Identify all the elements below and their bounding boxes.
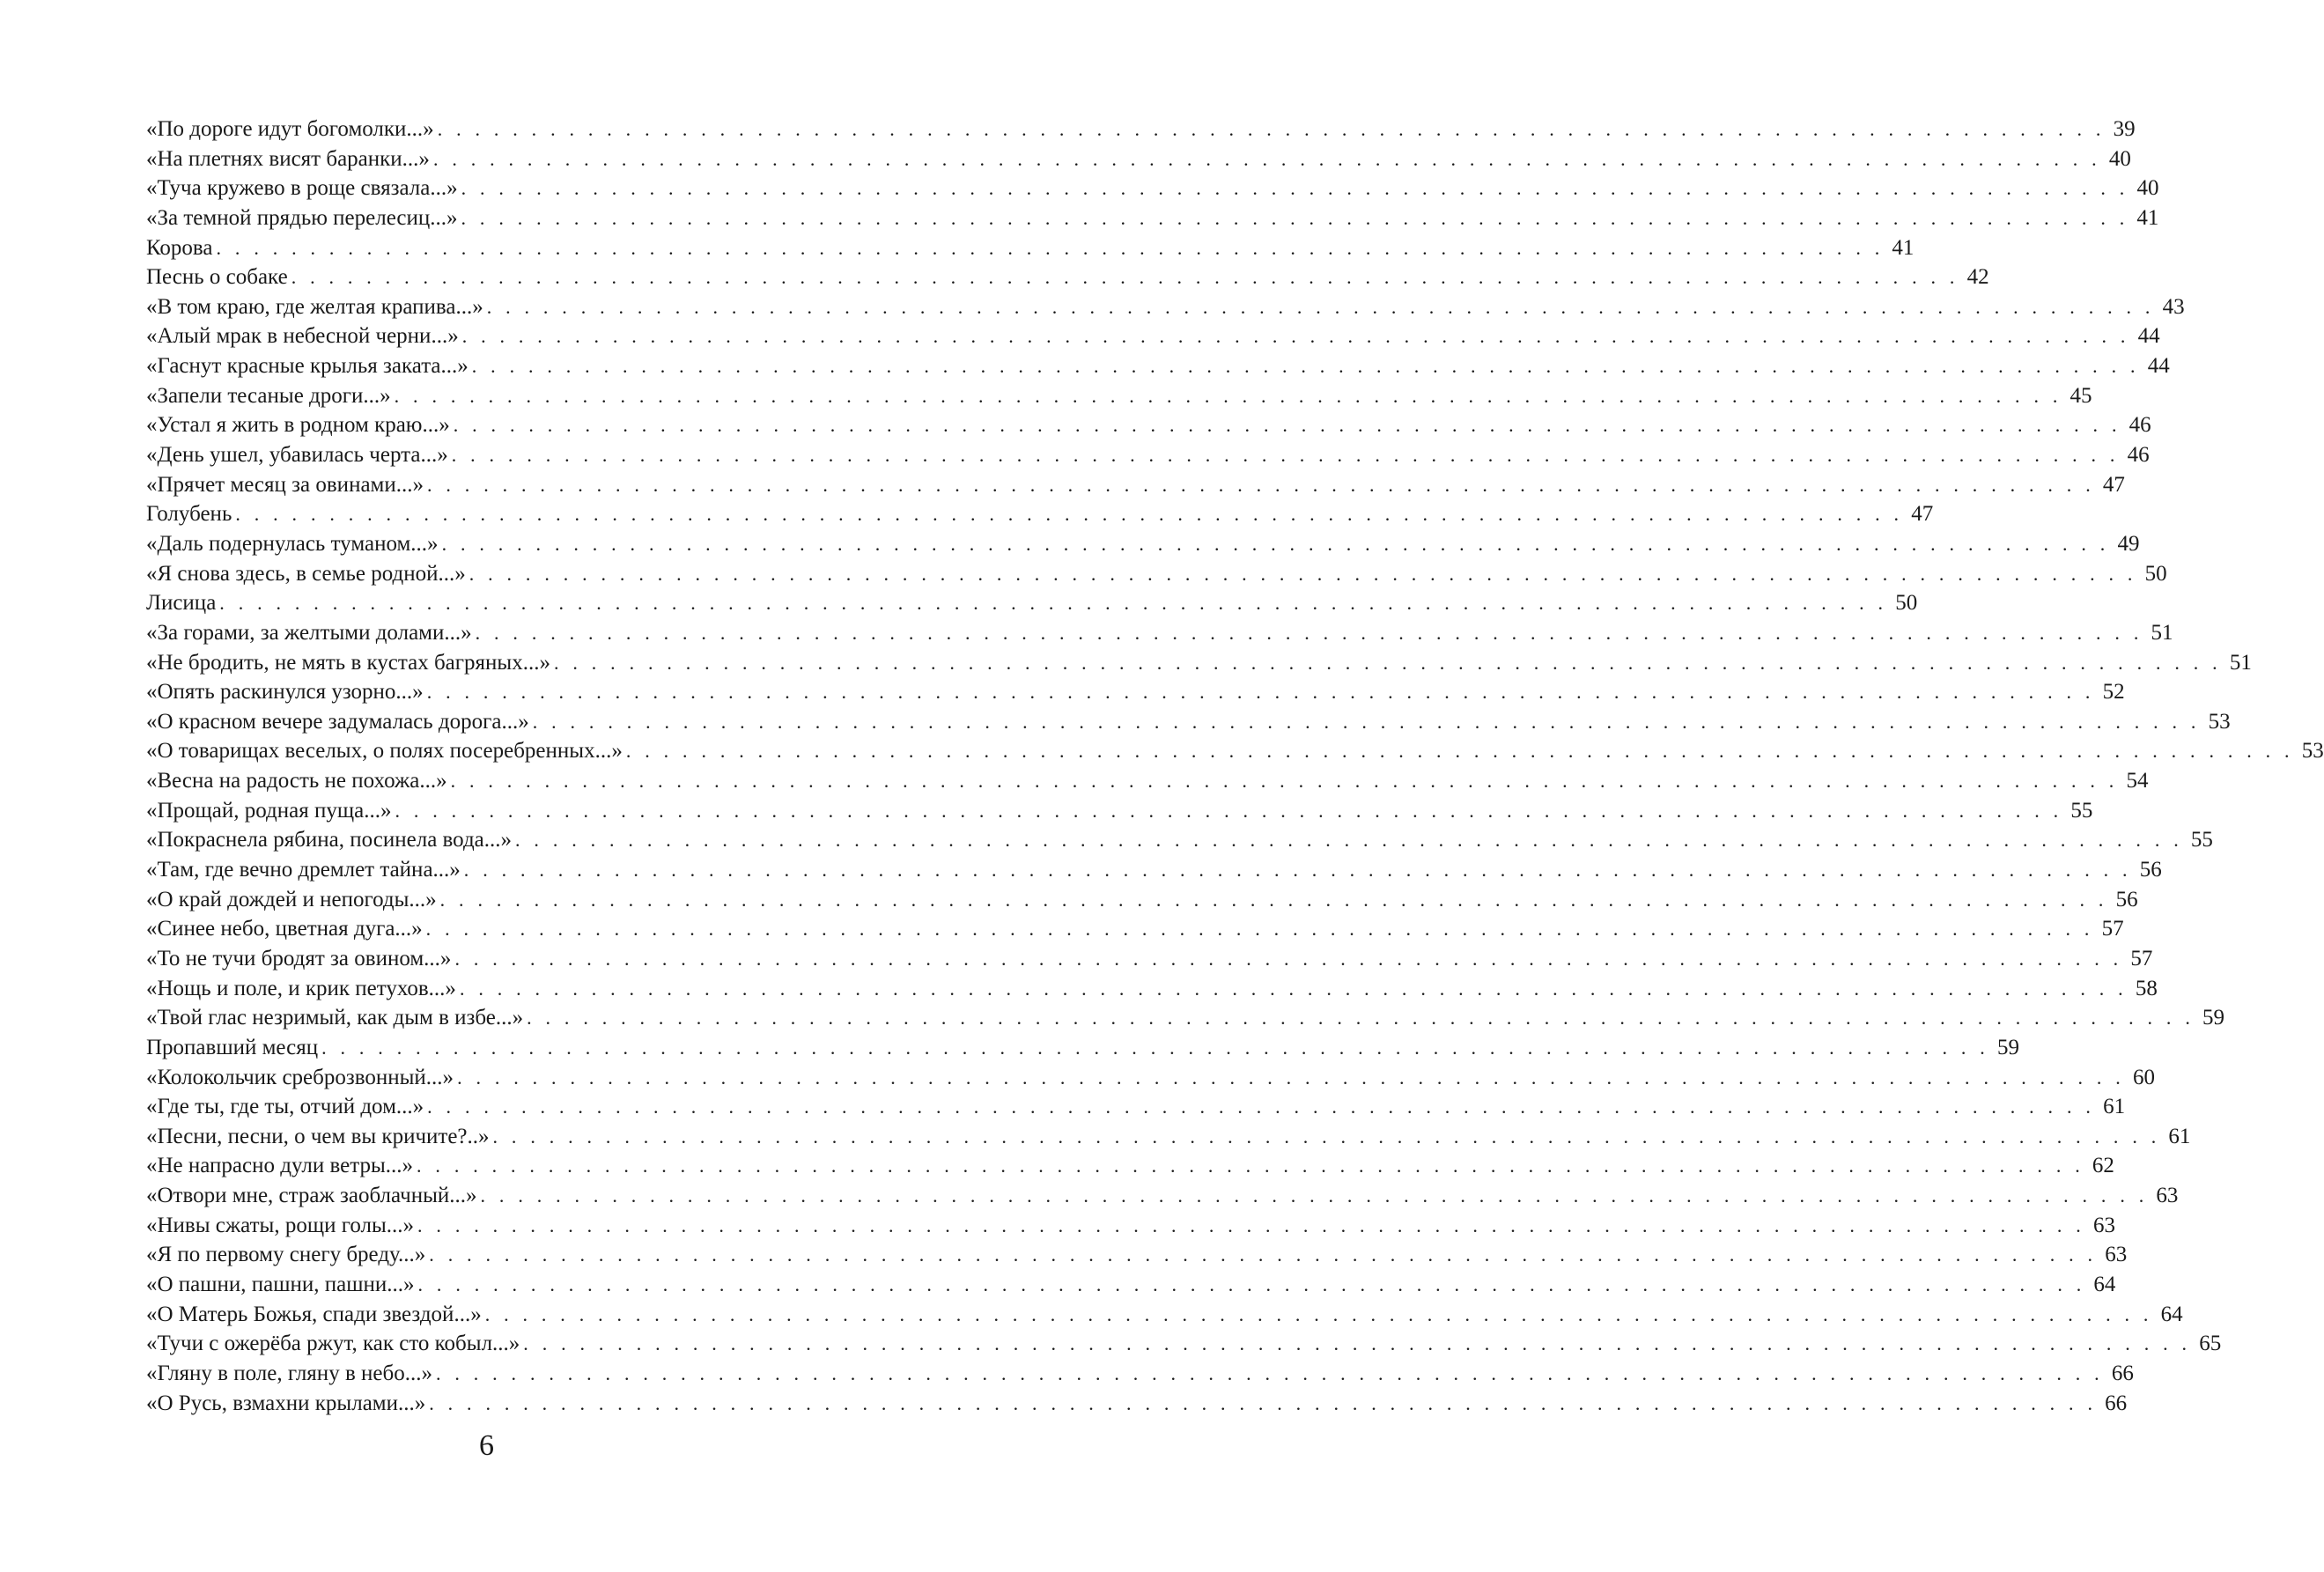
toc-entry-title: «О красном вечере задумалась дорога...» bbox=[146, 709, 529, 734]
toc-entry-title: «За горами, за желтыми долами...» bbox=[146, 620, 472, 645]
toc-entry-page: 63 bbox=[2156, 1184, 2179, 1208]
toc-entry-page: 58 bbox=[2135, 976, 2158, 1000]
toc-entry-page: 41 bbox=[2136, 205, 2159, 230]
toc-entry-page: 45 bbox=[2069, 383, 2092, 408]
toc-entry bbox=[146, 292, 2185, 322]
toc-entry-page: 63 bbox=[2105, 1243, 2128, 1267]
toc-entry bbox=[146, 1389, 2128, 1419]
toc-entry bbox=[146, 262, 1989, 292]
toc-entry-title: «Гаснут красные крылья заката...» bbox=[146, 354, 468, 379]
toc-entry-title: «Прощай, родная пуща...» bbox=[146, 798, 392, 823]
toc-entry-title: «Опять раскинулся узорно...» bbox=[146, 680, 424, 705]
toc-entry bbox=[146, 1151, 2114, 1181]
toc-entry bbox=[146, 1211, 2115, 1241]
toc-entry-title: «Туча кружево в роще связала...» bbox=[146, 176, 458, 201]
toc-entry-title: «Там, где вечно дремлет тайна...» bbox=[146, 858, 461, 882]
toc-entry-title: «Не бродить, не мять в кустах багряных...» bbox=[146, 650, 550, 675]
toc-entry-title: «О Матерь Божья, спади звездой...» bbox=[146, 1302, 482, 1326]
toc-entry bbox=[146, 233, 1915, 263]
toc-entry-page: 50 bbox=[1895, 591, 1918, 616]
toc-entry bbox=[146, 114, 2136, 144]
toc-dot-leader: . . . . . . . . . . . . . . . . . . . . . . . . . . . . . . . . . . . . . . . . . . . . . . . . . . . . . . . . . . . . . . . . . . . . . . . . . . . . . . . . . . . . . . . . . bbox=[471, 355, 2140, 378]
toc-entry bbox=[146, 470, 2125, 500]
toc-entry-title: «Песни, песни, о чем вы кричите?..» bbox=[146, 1124, 490, 1148]
toc-entry-title: «По дороге идут богомолки...» bbox=[146, 117, 434, 141]
toc-entry-page: 47 bbox=[1911, 502, 1934, 527]
toc-entry bbox=[146, 855, 2162, 885]
toc-entry bbox=[146, 144, 2131, 174]
toc-dot-leader: . . . . . . . . . . . . . . . . . . . . . . . . . . . . . . . . . . . . . . . . . . . . . . . . . . . . . . . . . . . . . . . . . . . . . . . . . . . . . . . . . . . . . . . . . bbox=[461, 325, 2130, 348]
toc-entry-page: 56 bbox=[2115, 887, 2138, 911]
toc-entry bbox=[146, 618, 2173, 648]
toc-entry-page: 57 bbox=[2101, 917, 2124, 941]
toc-dot-leader: . . . . . . . . . . . . . . . . . . . . . . . . . . . . . . . . . . . . . . . . . . . . . . . . . . . . . . . . . . . . . . . . . . . . . . . . . . . . . . . . . . . . . . . . . bbox=[395, 799, 2063, 822]
toc-entry-page: 51 bbox=[2151, 620, 2173, 645]
toc-dot-leader: . . . . . . . . . . . . . . . . . . . . . . . . . . . . . . . . . . . . . . . . . . . . . . . . . . . . . . . . . . . . . . . . . . . . . . . . . . . . . . . . . . . . . . . . . bbox=[492, 1125, 2161, 1148]
toc-entry bbox=[146, 825, 2213, 855]
toc-dot-leader: . . . . . . . . . . . . . . . . . . . . . . . . . . . . . . . . . . . . . . . . . . . . . . . . . . . . . . . . . . . . . . . . . . . . . . . . . . . . . . . . . . . . . . . . . bbox=[321, 1036, 1990, 1059]
toc-dot-leader: . . . . . . . . . . . . . . . . . . . . . . . . . . . . . . . . . . . . . . . . . . . . . . . . . . . . . . . . . . . . . . . . . . . . . . . . . . . . . . . . . . . . . . . . . bbox=[427, 1096, 2096, 1118]
toc-entry bbox=[146, 499, 1934, 529]
toc-entry-page: 57 bbox=[2130, 946, 2153, 971]
toc-dot-leader: . . . . . . . . . . . . . . . . . . . . . . . . . . . . . . . . . . . . . . . . . . . . . . . . . . . . . . . . . . . . . . . . . . . . . . . . . . . . . . . . . . . . . . . . . bbox=[435, 1362, 2104, 1384]
toc-entry-title: «Синее небо, цветная дуга...» bbox=[146, 917, 423, 941]
toc-entry-page: 61 bbox=[2103, 1095, 2126, 1119]
toc-entry-page: 44 bbox=[2147, 354, 2170, 379]
toc-dot-leader: . . . . . . . . . . . . . . . . . . . . . . . . . . . . . . . . . . . . . . . . . . . . . . . . . . . . . . . . . . . . . . . . . . . . . . . . . . . . . . . . . . . . . . . . . bbox=[515, 829, 2183, 852]
toc-entry-title: «Покраснела рябина, посинела вода...» bbox=[146, 828, 513, 852]
toc-entry-title: «Не напрасно дули ветры...» bbox=[146, 1154, 414, 1178]
toc-entry-title: «О Русь, взмахни крылами...» bbox=[146, 1391, 426, 1415]
toc-entry-title: «Твой глас незримый, как дым в избе...» bbox=[146, 1006, 524, 1030]
toc-dot-leader: . . . . . . . . . . . . . . . . . . . . . . . . . . . . . . . . . . . . . . . . . . . . . . . . . . . . . . . . . . . . . . . . . . . . . . . . . . . . . . . . . . . . . . . . . bbox=[441, 532, 2110, 555]
toc-dot-leader: . . . . . . . . . . . . . . . . . . . . . . . . . . . . . . . . . . . . . . . . . . . . . . . . . . . . . . . . . . . . . . . . . . . . . . . . . . . . . . . . . . . . . . . . . bbox=[553, 651, 2222, 674]
toc-dot-leader: . . . . . . . . . . . . . . . . . . . . . . . . . . . . . . . . . . . . . . . . . . . . . . . . . . . . . . . . . . . . . . . . . . . . . . . . . . . . . . . . . . . . . . . . . bbox=[459, 977, 2128, 1000]
toc-entry bbox=[146, 203, 2159, 233]
toc-entry-page: 47 bbox=[2102, 472, 2125, 497]
toc-dot-leader: . . . . . . . . . . . . . . . . . . . . . . . . . . . . . . . . . . . . . . . . . . . . . . . . . . . . . . . . . . . . . . . . . . . . . . . . . . . . . . . . . . . . . . . . . bbox=[450, 770, 2119, 793]
toc-entry bbox=[146, 736, 2324, 766]
toc-entry bbox=[146, 173, 2159, 203]
toc-dot-leader: . . . . . . . . . . . . . . . . . . . . . . . . . . . . . . . . . . . . . . . . . . . . . . . . . . . . . . . . . . . . . . . . . . . . . . . . . . . . . . . . . . . . . . . . . bbox=[425, 918, 2094, 941]
toc-entry-title: «Гляну в поле, гляну в небо...» bbox=[146, 1361, 432, 1385]
toc-entry-title: «Я по первому снегу бреду...» bbox=[146, 1243, 426, 1267]
toc-dot-leader: . . . . . . . . . . . . . . . . . . . . . . . . . . . . . . . . . . . . . . . . . . . . . . . . . . . . . . . . . . . . . . . . . . . . . . . . . . . . . . . . . . . . . . . . . bbox=[429, 1244, 2098, 1266]
toc-dot-leader: . . . . . . . . . . . . . . . . . . . . . . . . . . . . . . . . . . . . . . . . . . . . . . . . . . . . . . . . . . . . . . . . . . . . . . . . . . . . . . . . . . . . . . . . . bbox=[291, 266, 1959, 289]
toc-entry-page: 49 bbox=[2117, 531, 2140, 556]
toc-dot-leader: . . . . . . . . . . . . . . . . . . . . . . . . . . . . . . . . . . . . . . . . . . . . . . . . . . . . . . . . . . . . . . . . . . . . . . . . . . . . . . . . . . . . . . . . . bbox=[532, 710, 2201, 733]
toc-dot-leader: . . . . . . . . . . . . . . . . . . . . . . . . . . . . . . . . . . . . . . . . . . . . . . . . . . . . . . . . . . . . . . . . . . . . . . . . . . . . . . . . . . . . . . . . . bbox=[461, 206, 2129, 229]
toc-dot-leader: . . . . . . . . . . . . . . . . . . . . . . . . . . . . . . . . . . . . . . . . . . . . . . . . . . . . . . . . . . . . . . . . . . . . . . . . . . . . . . . . . . . . . . . . . bbox=[461, 177, 2129, 200]
toc-dot-leader: . . . . . . . . . . . . . . . . . . . . . . . . . . . . . . . . . . . . . . . . . . . . . . . . . . . . . . . . . . . . . . . . . . . . . . . . . . . . . . . . . . . . . . . . . bbox=[523, 1332, 2192, 1355]
toc-entry-title: «То не тучи бродят за овином...» bbox=[146, 946, 452, 971]
toc-entry-title: «О край дождей и непогоды...» bbox=[146, 887, 437, 911]
toc-entry-title: «Алый мрак в небесной черни...» bbox=[146, 324, 459, 349]
toc-dot-leader: . . . . . . . . . . . . . . . . . . . . . . . . . . . . . . . . . . . . . . . . . . . . . . . . . . . . . . . . . . . . . . . . . . . . . . . . . . . . . . . . . . . . . . . . . bbox=[527, 1007, 2195, 1030]
page-number: 6 bbox=[479, 1429, 494, 1462]
toc-dot-leader: . . . . . . . . . . . . . . . . . . . . . . . . . . . . . . . . . . . . . . . . . . . . . . . . . . . . . . . . . . . . . . . . . . . . . . . . . . . . . . . . . . . . . . . . . bbox=[475, 621, 2143, 644]
toc-entry-title: «О пашни, пашни, пашни...» bbox=[146, 1272, 415, 1296]
toc-entry bbox=[146, 974, 2158, 1004]
toc-entry bbox=[146, 796, 2093, 826]
toc-entry bbox=[146, 1329, 2222, 1359]
toc-dot-leader: . . . . . . . . . . . . . . . . . . . . . . . . . . . . . . . . . . . . . . . . . . . . . . . . . . . . . . . . . . . . . . . . . . . . . . . . . . . . . . . . . . . . . . . . . bbox=[429, 1391, 2098, 1414]
toc-entry-title: «Где ты, где ты, отчий дом...» bbox=[146, 1095, 424, 1119]
toc-entry-page: 60 bbox=[2132, 1065, 2155, 1089]
toc-entry-page: 42 bbox=[1966, 265, 1989, 290]
toc-entry bbox=[146, 1092, 2126, 1122]
toc-entry-title: Песнь о собаке bbox=[146, 265, 288, 290]
toc-entry bbox=[146, 885, 2138, 915]
toc-entry-title: «Я снова здесь, в семье родной...» bbox=[146, 561, 466, 586]
toc-entry bbox=[146, 588, 1918, 618]
toc-entry bbox=[146, 944, 2153, 974]
toc-entry-page: 46 bbox=[2127, 443, 2150, 468]
toc-entry-title: Голубень bbox=[146, 502, 232, 527]
toc-entry-page: 51 bbox=[2229, 650, 2252, 675]
toc-entry bbox=[146, 1063, 2155, 1093]
toc-entry-title: «Отвори мне, страж заоблачный...» bbox=[146, 1184, 477, 1208]
toc-dot-leader: . . . . . . . . . . . . . . . . . . . . . . . . . . . . . . . . . . . . . . . . . . . . . . . . . . . . . . . . . . . . . . . . . . . . . . . . . . . . . . . . . . . . . . . . . bbox=[427, 473, 2095, 496]
toc-entry bbox=[146, 648, 2252, 678]
toc-entry-title: «Нивы сжаты, рощи голы...» bbox=[146, 1213, 415, 1237]
toc-dot-leader: . . . . . . . . . . . . . . . . . . . . . . . . . . . . . . . . . . . . . . . . . . . . . . . . . . . . . . . . . . . . . . . . . . . . . . . . . . . . . . . . . . . . . . . . . bbox=[437, 118, 2106, 140]
toc-dot-leader: . . . . . . . . . . . . . . . . . . . . . . . . . . . . . . . . . . . . . . . . . . . . . . . . . . . . . . . . . . . . . . . . . . . . . . . . . . . . . . . . . . . . . . . . . bbox=[394, 384, 2062, 407]
toc-dot-leader: . . . . . . . . . . . . . . . . . . . . . . . . . . . . . . . . . . . . . . . . . . . . . . . . . . . . . . . . . . . . . . . . . . . . . . . . . . . . . . . . . . . . . . . . . bbox=[432, 147, 2101, 170]
toc-dot-leader: . . . . . . . . . . . . . . . . . . . . . . . . . . . . . . . . . . . . . . . . . . . . . . . . . . . . . . . . . . . . . . . . . . . . . . . . . . . . . . . . . . . . . . . . . bbox=[625, 740, 2294, 763]
toc-entry-title: «Нощь и поле, и крик петухов...» bbox=[146, 976, 456, 1000]
toc-entry-page: 61 bbox=[2168, 1124, 2191, 1148]
toc-entry-page: 39 bbox=[2113, 117, 2136, 141]
toc-dot-leader: . . . . . . . . . . . . . . . . . . . . . . . . . . . . . . . . . . . . . . . . . . . . . . . . . . . . . . . . . . . . . . . . . . . . . . . . . . . . . . . . . . . . . . . . . bbox=[219, 592, 1888, 615]
toc-dot-leader: . . . . . . . . . . . . . . . . . . . . . . . . . . . . . . . . . . . . . . . . . . . . . . . . . . . . . . . . . . . . . . . . . . . . . . . . . . . . . . . . . . . . . . . . . bbox=[439, 888, 2108, 911]
toc-entry bbox=[146, 1300, 2183, 1330]
toc-entry-page: 64 bbox=[2160, 1302, 2183, 1326]
toc-entry-page: 44 bbox=[2137, 324, 2160, 349]
toc-entry-title: «Запели тесаные дроги...» bbox=[146, 383, 391, 408]
toc-entry-title: «Тучи с ожерёба ржут, как сто кобыл...» bbox=[146, 1332, 520, 1356]
toc-entry bbox=[146, 914, 2124, 944]
toc-entry bbox=[146, 677, 2125, 707]
toc-entry bbox=[146, 440, 2150, 470]
toc-entry-page: 43 bbox=[2162, 294, 2185, 319]
table-of-contents bbox=[146, 114, 2324, 1418]
toc-entry-page: 66 bbox=[2105, 1391, 2128, 1415]
toc-dot-leader: . . . . . . . . . . . . . . . . . . . . . . . . . . . . . . . . . . . . . . . . . . . . . . . . . . . . . . . . . . . . . . . . . . . . . . . . . . . . . . . . . . . . . . . . . bbox=[417, 1155, 2084, 1177]
toc-dot-leader: . . . . . . . . . . . . . . . . . . . . . . . . . . . . . . . . . . . . . . . . . . . . . . . . . . . . . . . . . . . . . . . . . . . . . . . . . . . . . . . . . . . . . . . . . bbox=[417, 1214, 2085, 1236]
toc-entry-page: 46 bbox=[2128, 413, 2151, 438]
toc-dot-leader: . . . . . . . . . . . . . . . . . . . . . . . . . . . . . . . . . . . . . . . . . . . . . . . . . . . . . . . . . . . . . . . . . . . . . . . . . . . . . . . . . . . . . . . . . bbox=[426, 681, 2095, 704]
toc-dot-leader: . . . . . . . . . . . . . . . . . . . . . . . . . . . . . . . . . . . . . . . . . . . . . . . . . . . . . . . . . . . . . . . . . . . . . . . . . . . . . . . . . . . . . . . . . bbox=[484, 1303, 2153, 1325]
toc-entry-title: «О товарищах веселых, о полях посеребренных...» bbox=[146, 739, 623, 764]
toc-entry bbox=[146, 766, 2149, 796]
toc-entry-title: «На плетнях висят баранки...» bbox=[146, 146, 430, 171]
toc-entry bbox=[146, 559, 2167, 589]
toc-entry-page: 55 bbox=[2190, 828, 2213, 852]
toc-entry bbox=[146, 321, 2160, 351]
toc-entry-page: 40 bbox=[2136, 176, 2159, 201]
toc-dot-leader: . . . . . . . . . . . . . . . . . . . . . . . . . . . . . . . . . . . . . . . . . . . . . . . . . . . . . . . . . . . . . . . . . . . . . . . . . . . . . . . . . . . . . . . . . bbox=[463, 859, 2132, 882]
toc-entry bbox=[146, 707, 2231, 737]
toc-entry-title: «Даль подернулась туманом...» bbox=[146, 531, 439, 556]
toc-entry bbox=[146, 1122, 2191, 1152]
toc-dot-leader: . . . . . . . . . . . . . . . . . . . . . . . . . . . . . . . . . . . . . . . . . . . . . . . . . . . . . . . . . . . . . . . . . . . . . . . . . . . . . . . . . . . . . . . . . bbox=[468, 562, 2137, 585]
toc-entry-title: «Устал я жить в родном краю...» bbox=[146, 413, 450, 438]
toc-entry bbox=[146, 529, 2140, 559]
toc-entry-page: 50 bbox=[2144, 561, 2167, 586]
toc-dot-leader: . . . . . . . . . . . . . . . . . . . . . . . . . . . . . . . . . . . . . . . . . . . . . . . . . . . . . . . . . . . . . . . . . . . . . . . . . . . . . . . . . . . . . . . . . bbox=[457, 1066, 2125, 1089]
toc-entry bbox=[146, 1033, 2020, 1063]
toc-entry bbox=[146, 351, 2170, 381]
toc-entry-page: 53 bbox=[2208, 709, 2231, 734]
toc-entry bbox=[146, 410, 2151, 440]
toc-entry-page: 53 bbox=[2301, 739, 2324, 764]
toc-entry-page: 40 bbox=[2108, 146, 2131, 171]
toc-entry-page: 59 bbox=[1997, 1035, 2020, 1059]
toc-entry-title: Пропавший месяц bbox=[146, 1035, 319, 1059]
toc-entry-page: 55 bbox=[2070, 798, 2093, 823]
toc-entry-page: 59 bbox=[2202, 1006, 2225, 1030]
toc-entry-title: Корова bbox=[146, 235, 213, 260]
toc-entry-title: «В том краю, где желтая крапива...» bbox=[146, 294, 483, 319]
toc-entry bbox=[146, 1270, 2116, 1300]
toc-entry-page: 66 bbox=[2111, 1361, 2134, 1385]
toc-entry bbox=[146, 1359, 2134, 1389]
toc-dot-leader: . . . . . . . . . . . . . . . . . . . . . . . . . . . . . . . . . . . . . . . . . . . . . . . . . . . . . . . . . . . . . . . . . . . . . . . . . . . . . . . . . . . . . . . . . bbox=[451, 444, 2120, 467]
toc-entry-title: «Колокольчик среброзвонный...» bbox=[146, 1065, 454, 1089]
toc-entry-page: 54 bbox=[2126, 769, 2149, 793]
toc-entry bbox=[146, 1003, 2225, 1033]
toc-entry bbox=[146, 1240, 2128, 1270]
toc-entry-title: Лисица bbox=[146, 591, 217, 616]
toc-entry-title: «Прячет месяц за овинами...» bbox=[146, 472, 424, 497]
toc-entry-title: «За темной прядью перелесиц...» bbox=[146, 205, 458, 230]
toc-entry-page: 56 bbox=[2139, 858, 2162, 882]
toc-entry-title: «День ушел, убавилась черта...» bbox=[146, 443, 448, 468]
toc-dot-leader: . . . . . . . . . . . . . . . . . . . . . . . . . . . . . . . . . . . . . . . . . . . . . . . . . . . . . . . . . . . . . . . . . . . . . . . . . . . . . . . . . . . . . . . . . bbox=[453, 414, 2121, 437]
toc-dot-leader: . . . . . . . . . . . . . . . . . . . . . . . . . . . . . . . . . . . . . . . . . . . . . . . . . . . . . . . . . . . . . . . . . . . . . . . . . . . . . . . . . . . . . . . . . bbox=[480, 1185, 2149, 1207]
toc-dot-leader: . . . . . . . . . . . . . . . . . . . . . . . . . . . . . . . . . . . . . . . . . . . . . . . . . . . . . . . . . . . . . . . . . . . . . . . . . . . . . . . . . . . . . . . . . bbox=[454, 947, 2123, 970]
toc-entry-page: 52 bbox=[2102, 680, 2125, 705]
toc-dot-leader: . . . . . . . . . . . . . . . . . . . . . . . . . . . . . . . . . . . . . . . . . . . . . . . . . . . . . . . . . . . . . . . . . . . . . . . . . . . . . . . . . . . . . . . . . bbox=[486, 295, 2155, 318]
toc-entry bbox=[146, 381, 2092, 411]
toc-entry-page: 65 bbox=[2199, 1332, 2222, 1356]
toc-dot-leader: . . . . . . . . . . . . . . . . . . . . . . . . . . . . . . . . . . . . . . . . . . . . . . . . . . . . . . . . . . . . . . . . . . . . . . . . . . . . . . . . . . . . . . . . . bbox=[216, 236, 1885, 259]
toc-entry-page: 41 bbox=[1892, 235, 1915, 260]
toc-entry-title: «Весна на радость не похожа...» bbox=[146, 769, 447, 793]
toc-dot-leader: . . . . . . . . . . . . . . . . . . . . . . . . . . . . . . . . . . . . . . . . . . . . . . . . . . . . . . . . . . . . . . . . . . . . . . . . . . . . . . . . . . . . . . . . . bbox=[417, 1273, 2086, 1295]
toc-dot-leader: . . . . . . . . . . . . . . . . . . . . . . . . . . . . . . . . . . . . . . . . . . . . . . . . . . . . . . . . . . . . . . . . . . . . . . . . . . . . . . . . . . . . . . . . . bbox=[235, 503, 1904, 526]
toc-entry-page: 63 bbox=[2092, 1213, 2115, 1237]
toc-entry-page: 62 bbox=[2092, 1154, 2114, 1178]
toc-entry-page: 64 bbox=[2093, 1272, 2116, 1296]
toc-entry bbox=[146, 1181, 2179, 1211]
